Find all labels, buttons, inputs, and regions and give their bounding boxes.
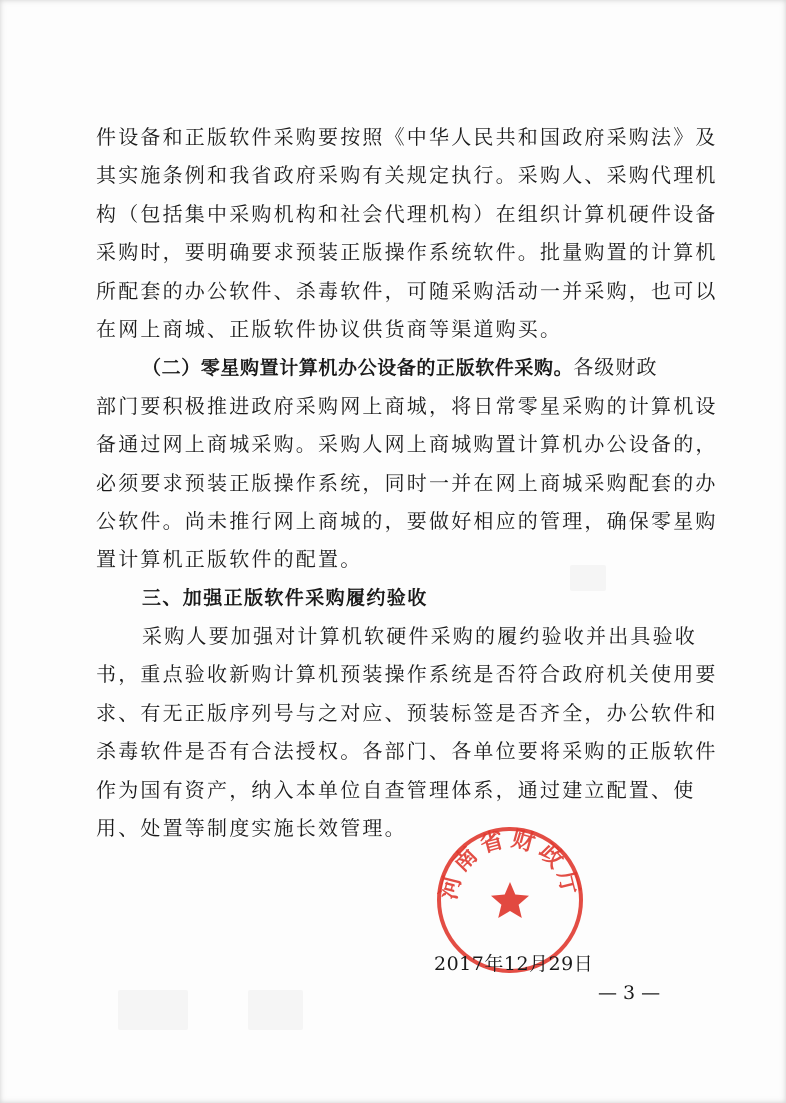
text-line: 其实施条例和我省政府采购有关规定执行。采购人、采购代理机 — [96, 163, 718, 188]
document-date: 2017年12月29日 — [434, 953, 594, 975]
text-line: 所配套的办公软件、杀毒软件，可随采购活动一并采购，也可以 — [96, 278, 718, 303]
text-line: 构（包括集中采购机构和社会代理机构）在组织计算机硬件设备 — [96, 201, 718, 226]
text-line: 书，重点验收新购计算机预装操作系统是否符合政府机关使用要 — [96, 662, 718, 687]
text-line: 在网上商城、正版软件协议供货商等渠道购买。 — [96, 316, 563, 341]
page-number: — 3 — — [598, 982, 661, 1004]
seal-text: 河南省财政厅 — [435, 825, 585, 903]
scan-artifact — [248, 990, 303, 1030]
text-line: 用、处置等制度实施长效管理。 — [96, 816, 407, 841]
text-line: 件设备和正版软件采购要按照《中华人民共和国政府采购法》及 — [96, 125, 718, 149]
section-2-first-line-rest: 各级财政 — [573, 355, 658, 380]
text-line: 置计算机正版软件的配置。 — [96, 547, 363, 572]
section-2-first-line — [96, 348, 696, 386]
text-line: 杀毒软件是否有合法授权。各部门、各单位要将采购的正版软件 — [96, 739, 718, 764]
body-text — [96, 118, 718, 847]
section-2-heading: （二）零星购置计算机办公设备的正版软件采购。 — [142, 357, 574, 380]
scan-artifact — [118, 990, 188, 1030]
text-line: 备通过网上商城采购。采购人网上商城购置计算机办公设备的， — [96, 432, 718, 457]
star-icon — [491, 882, 529, 918]
text-line: 采购时，要明确要求预装正版操作系统软件。批量购置的计算机 — [96, 240, 718, 265]
text-line: 必须要求预装正版操作系统，同时一并在网上商城采购配套的办 — [96, 470, 718, 495]
text-line: 部门要积极推进政府采购网上商城，将日常零星采购的计算机设 — [96, 393, 718, 418]
text-line: 采购人要加强对计算机软硬件采购的履约验收并出具验收 — [142, 624, 697, 649]
text-line: 作为国有资产，纳入本单位自查管理体系，通过建立配置、使 — [96, 777, 696, 802]
text-line: 公软件。尚未推行网上商城的，要做好相应的管理，确保零星购 — [96, 508, 718, 533]
section-3-heading: 三、加强正版软件采购履约验收 — [142, 586, 428, 609]
text-line: 求、有无正版序列号与之对应、预装标签是否齐全，办公软件和 — [96, 700, 718, 725]
